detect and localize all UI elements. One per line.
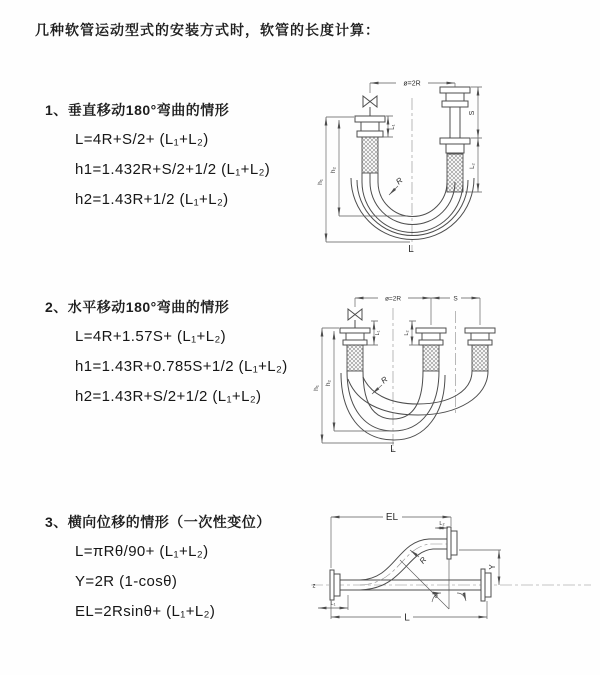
section-2-heading: 2、水平移动180°弯曲的情形 xyxy=(45,299,230,315)
hose-u-bends xyxy=(341,371,488,440)
dim-label-l1: L₁ xyxy=(390,124,396,130)
diagram-lateral-displacement xyxy=(303,497,600,665)
formula-line: L=4R+1.57S+ (L₁+L₂) xyxy=(75,328,227,345)
formula-line: h2=1.43R+S/2+1/2 (L₁+L₂) xyxy=(75,388,262,405)
dim-label-l-total: L xyxy=(390,444,396,455)
formula-line: h1=1.43R+0.785S+1/2 (L₁+L₂) xyxy=(75,358,288,375)
diagram-vertical-180-bend xyxy=(310,70,600,260)
dim-s xyxy=(469,87,482,138)
section-3-heading: 3、横向位移的情形（一次性变位） xyxy=(45,514,271,530)
dim-label-h2: h₂ xyxy=(325,379,332,387)
formula-line: L=πRθ/90+ (L₁+L₂) xyxy=(75,543,209,560)
dim-label-r: R xyxy=(379,374,390,386)
section-1-heading: 1、垂直移动180°弯曲的情形 xyxy=(45,102,230,118)
dim-label-y: Y xyxy=(488,564,497,570)
dim-label-l2: L₂ xyxy=(404,330,410,336)
formula-line: h1=1.432R+S/2+1/2 (L₁+L₂) xyxy=(75,161,271,178)
dim-label-h1: h₁ xyxy=(317,179,324,185)
dim-label-l1: L₁ xyxy=(330,601,336,607)
left-pipe-fitting xyxy=(340,328,370,371)
right-pipe-fitting xyxy=(465,328,495,371)
dim-label-theta: θ xyxy=(434,594,438,600)
radius-callout xyxy=(372,375,390,394)
page-title: 几种软管运动型式的安装方式时，软管的长度计算： xyxy=(35,22,380,38)
dim-label-l2: L₂ xyxy=(439,521,445,527)
valve-icon xyxy=(363,96,377,116)
dim-label-l1: L₁ xyxy=(375,330,381,336)
hose-s-curve xyxy=(360,527,457,590)
dim-s xyxy=(431,293,480,303)
dim-label-l: L xyxy=(404,612,410,624)
section-lateral-displacement xyxy=(45,512,271,627)
dim-label-el: EL xyxy=(385,512,399,523)
formula-line: L=4R+S/2+ (L₁+L₂) xyxy=(75,131,209,148)
dim-label-h2: h₂ xyxy=(330,166,337,174)
dim-l-total xyxy=(331,600,487,624)
centerline-break-mark: z xyxy=(312,583,316,590)
section-horizontal-movement xyxy=(45,297,288,412)
section-vertical-movement xyxy=(45,100,270,215)
formula-line: Y=2R (1-cosθ) xyxy=(75,573,178,590)
angle-theta xyxy=(400,559,466,609)
left-pipe-fitting xyxy=(355,116,385,173)
radius-callout xyxy=(389,176,405,195)
radius-callout xyxy=(410,550,429,565)
dim-l2 xyxy=(435,521,448,528)
formula-line: h2=1.43R+1/2 (L₁+L₂) xyxy=(75,191,229,208)
formula-line: EL=2Rsinθ+ (L₁+L₂) xyxy=(75,603,216,620)
right-pipe-fitting xyxy=(440,87,470,192)
diagram-horizontal-180-bend xyxy=(308,283,600,458)
dim-label-s: S xyxy=(453,295,458,303)
dim-label-r: R xyxy=(417,555,429,566)
dim-label-r: R xyxy=(394,175,405,187)
dim-label-l-total: L xyxy=(408,244,414,255)
dim-label-span: ø=2R xyxy=(384,295,402,303)
dim-label-s: S xyxy=(469,110,476,116)
dim-label-h1: h₁ xyxy=(313,385,320,391)
middle-pipe-fitting xyxy=(416,328,446,371)
valve-icon xyxy=(348,309,362,328)
dim-label-l2: L₂ xyxy=(470,163,476,169)
dim-label-span: ø=2R xyxy=(403,80,421,88)
